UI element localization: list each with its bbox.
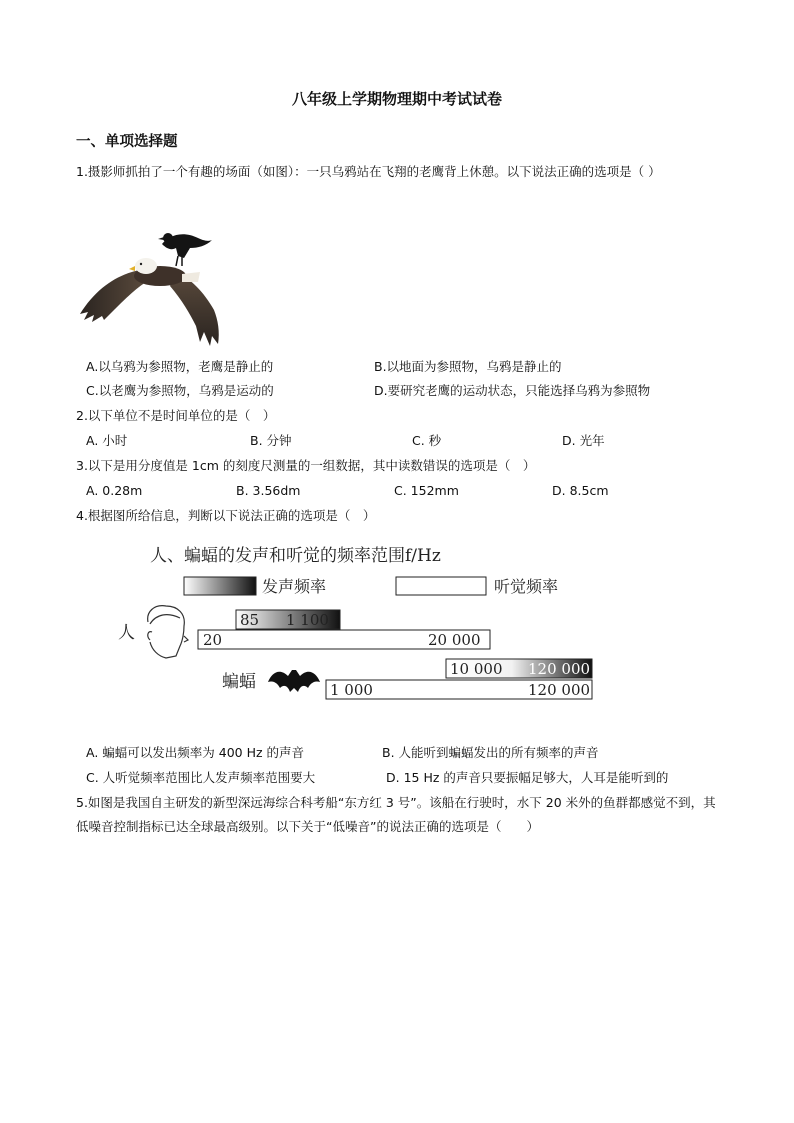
question-5-stem: 5.如图是我国自主研发的新型深远海综合科考船“东方红 3 号”。该船在行驶时，水下 20 米外的鱼群都感觉不到，其低噪音控制指标已达全球最高级别。以下关于“低噪音”的说法正确的选项是（ ） xyxy=(76,795,716,834)
page-title: 八年级上学期物理期中考试试卷 xyxy=(291,90,502,108)
human-emit-high: 1 100 xyxy=(286,611,329,629)
q2-option-c[interactable]: C. 秒 xyxy=(412,433,442,448)
q2-option-d[interactable]: D. 光年 xyxy=(562,433,605,448)
q4-option-c[interactable]: C. 人听觉频率范围比人发声频率范围要大 xyxy=(86,770,316,785)
q3-option-d[interactable]: D. 8.5cm xyxy=(552,483,609,498)
question-4-stem: 4.根据图所给信息，判断以下说法正确的选项是（ ） xyxy=(76,508,376,523)
q3-option-a[interactable]: A. 0.28m xyxy=(86,483,143,498)
human-head-icon xyxy=(148,606,188,658)
q1-option-d[interactable]: D.要研究老鹰的运动状态，只能选择乌鸦为参照物 xyxy=(374,383,651,398)
q1-option-c[interactable]: C.以老鹰为参照物，乌鸦是运动的 xyxy=(86,383,274,398)
legend-hear-swatch xyxy=(396,577,486,595)
bat-label: 蝙蝠 xyxy=(222,672,256,692)
q1-option-b[interactable]: B.以地面为参照物，乌鸦是静止的 xyxy=(374,359,562,374)
figure-heading: 人、蝙蝠的发声和听觉的频率范围f/Hz xyxy=(150,546,441,566)
section-heading: 一、单项选择题 xyxy=(76,134,178,150)
bat-emit-low: 10 000 xyxy=(450,660,503,678)
q4-option-d[interactable]: D. 15 Hz 的声音只要振幅足够大，人耳是能听到的 xyxy=(386,770,669,785)
human-hear-low: 20 xyxy=(203,631,223,649)
q4-option-a[interactable]: A. 蝙蝠可以发出频率为 400 Hz 的声音 xyxy=(86,745,305,760)
legend-hear-label: 听觉频率 xyxy=(494,577,559,596)
bat-hear-high: 120 000 xyxy=(528,681,591,699)
bat-emit-high: 120 000 xyxy=(528,660,591,678)
q2-option-a[interactable]: A. 小时 xyxy=(86,433,128,448)
eagle-crow-image xyxy=(78,222,224,348)
q2-option-b[interactable]: B. 分钟 xyxy=(250,433,292,448)
question-3-stem: 3.以下是用分度值是 1cm 的刻度尺测量的一组数据，其中读数错误的选项是（ ） xyxy=(76,458,536,473)
legend-emit-swatch xyxy=(184,577,256,595)
question-2-stem: 2.以下单位不是时间单位的是（ ） xyxy=(76,408,276,423)
q1-option-a[interactable]: A.以乌鸦为参照物，老鹰是静止的 xyxy=(86,359,274,374)
frequency-range-figure xyxy=(110,536,600,706)
question-1-stem: 1.摄影师抓拍了一个有趣的场面（如图）：一只乌鸦站在飞翔的老鹰背上休憩。以下说法正确的选项是（ ） xyxy=(76,164,661,179)
human-label: 人 xyxy=(118,623,135,643)
bat-icon xyxy=(268,670,320,692)
q4-option-b[interactable]: B. 人能听到蝙蝠发出的所有频率的声音 xyxy=(382,745,599,760)
q3-option-c[interactable]: C. 152mm xyxy=(394,483,459,498)
bat-hear-low: 1 000 xyxy=(330,681,373,699)
legend-emit-label: 发声频率 xyxy=(262,577,327,596)
q3-option-b[interactable]: B. 3.56dm xyxy=(236,483,301,498)
human-emit-low: 85 xyxy=(240,611,260,629)
human-hear-high: 20 000 xyxy=(428,631,481,649)
